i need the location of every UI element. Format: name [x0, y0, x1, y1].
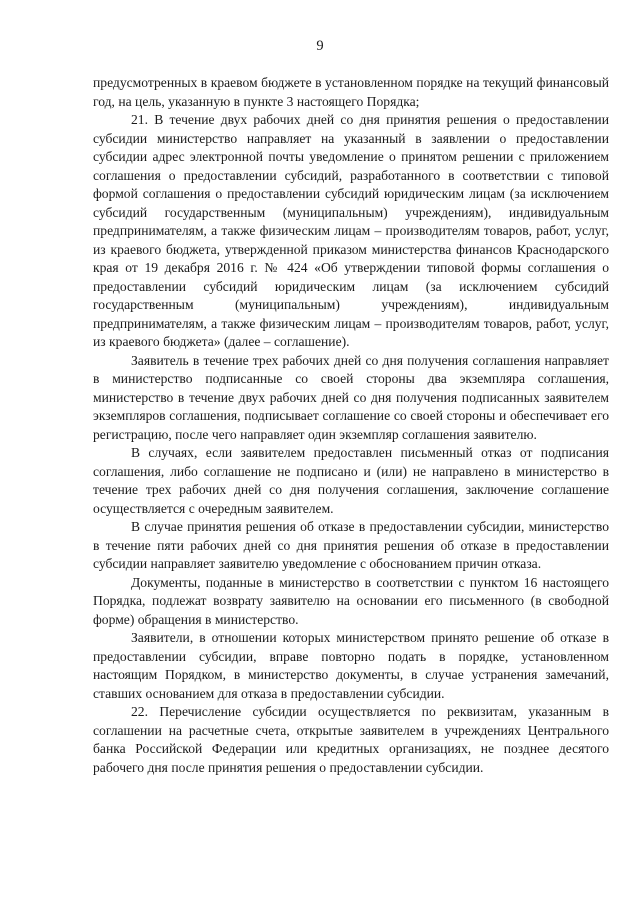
paragraph-clause-22: 22. Перечисление субсидии осуществляется по реквизитам, указанным в соглашении на расчетные счета, открытые заявителем в учреждениях Центрального банка Российской Федерации или кредитных организациях, не позднее десятого рабочего дня после принятия решения о предоставлении субсидии. [93, 704, 609, 775]
paragraph-clause-21: 21. В течение двух рабочих дней со дня принятия решения о предоставлении субсидии министерство направляет на указанный в заявлении о предоставлении субсидии адрес электронной почты уведомление о принятом решении с приложением соглашения о предоставлении субсидий, разработанного в соответствии с типовой формой соглашения о предоставлении субсидий юридическим лицам (за исключением субсидий государственным (муниципальным) учреждениям), индивидуальным предпринимателям, а также физическим лицам – производителям товаров, работ, услуг, из краевого бюджета, утвержденной приказом министерства финансов Краснодарского края от 19 декабря 2016 г. № 424 «Об утверждении типовой формы соглашения о предоставлении субсидий юридическим лицам (за исключением субсидий государственным (муниципальным) учреждениям), индивидуальным предпринимателям, а также физическим лицам – производителям товаров, работ, услуг, из краевого бюджета» (далее – соглашение). [93, 112, 609, 349]
paragraph-refusal-notice: В случае принятия решения об отказе в предоставлении субсидии, министерство в течение пяти рабочих дней со дня принятия решения об отказе в предоставлении субсидии направляет заявителю уведомление с обоснованием причин отказа. [93, 519, 609, 571]
paragraph-refusal-to-sign: В случаях, если заявителем предоставлен письменный отказ от подписания соглашения, либо соглашение не подписано и (или) не направлено в министерство в течение трех рабочих дней со дня получения соглашения, заключение соглашение осуществляется с очередным заявителем. [93, 445, 609, 516]
paragraph-continuation: предусмотренных в краевом бюджете в установленном порядке на текущий финансовый год, на цель, указанную в пункте 3 настоящего Порядка; [93, 75, 609, 109]
paragraph-resubmission: Заявители, в отношении которых министерством принято решение об отказе в предоставлении субсидии, вправе повторно подать в порядке, установленном настоящим Порядком, в министерство документы, в случае устранения замечаний, ставших основанием для отказа в предоставлении субсидии. [93, 630, 609, 701]
document-body [93, 74, 609, 777]
page-number: 9 [316, 38, 324, 54]
paragraph-documents-return: Документы, поданные в министерство в соответствии с пунктом 16 настоящего Порядка, подлежат возврату заявителю на основании его письменного (в свободной форме) обращения в министерство. [93, 574, 609, 627]
paragraph-applicant-signing: Заявитель в течение трех рабочих дней со дня получения соглашения направляет в министерство подписанные со своей стороны два экземпляра соглашения, министерство в течение двух рабочих дней со дня получения подписанных заявителем экземпляров соглашения, подписывает соглашение со своей стороны и обеспечивает его регистрацию, после чего направляет один экземпляр соглашения заявителю. [93, 352, 609, 442]
